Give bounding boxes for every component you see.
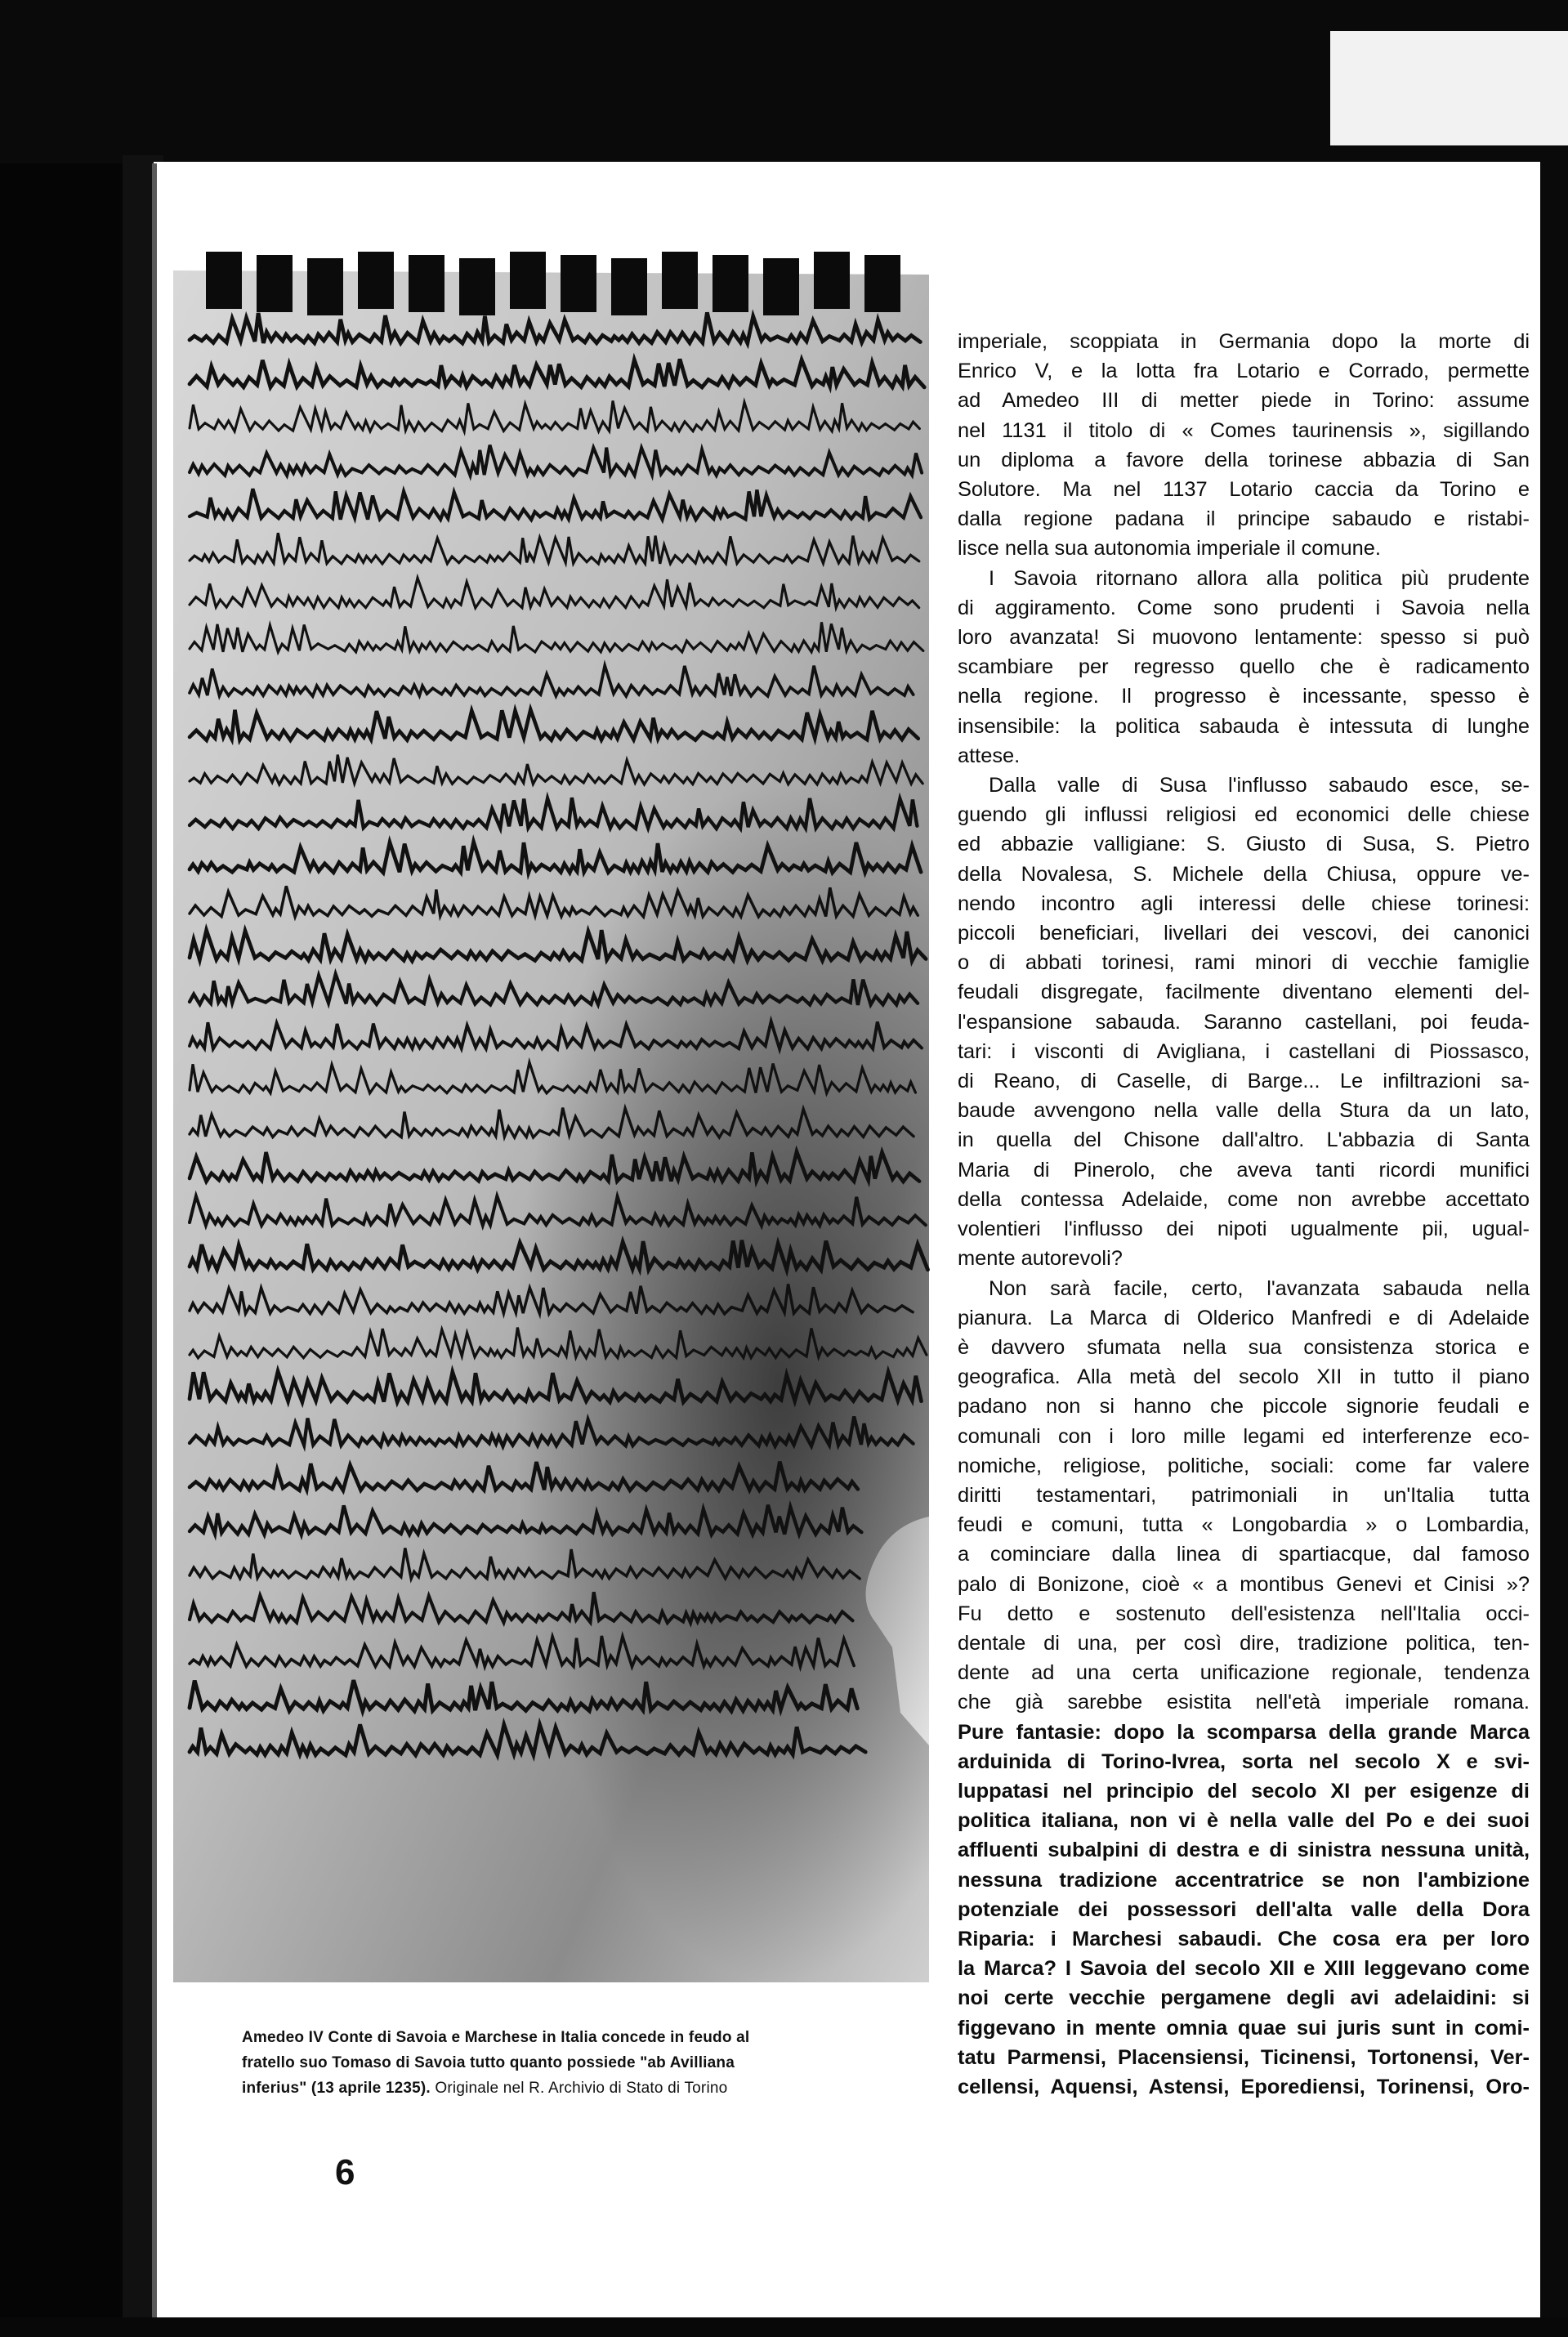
- text-line: Riparia: i Marchesi sabaudi. Che cosa era per loro: [958, 1927, 1530, 1950]
- text-line: mente autorevoli?: [958, 1247, 1123, 1271]
- text-line: pianura. La Marca di Olderico Manfredi e di Adelaide: [958, 1306, 1530, 1329]
- manuscript-header-block: [611, 258, 647, 315]
- text-line: diritti testamentari, patrimoniali in un'Italia tutta: [958, 1483, 1530, 1507]
- text-line: nessuna tradizione accentratrice se non l'ambizione: [958, 1868, 1530, 1892]
- text-line: ad Amedeo III di metter piede in Torino: assume: [958, 389, 1530, 413]
- text-line: I Savoia ritornano allora alla politica più prudente: [989, 566, 1530, 590]
- text-line: Pure fantasie: dopo la scomparsa della grande Marca: [958, 1720, 1530, 1744]
- text-line: nel 1131 il titolo di « Comes taurinensis », sigillando: [958, 418, 1530, 442]
- text-line: di Reano, di Caselle, di Barge... Le infiltrazioni sa-: [958, 1070, 1530, 1093]
- manuscript-header-block: [814, 252, 850, 309]
- manuscript-header-block: [307, 258, 343, 315]
- caption-date: inferius" (13 aprile 1235).: [242, 2080, 431, 2097]
- text-line: nella regione. Il progresso è incessante, spesso è: [958, 685, 1530, 708]
- text-line: Dalla valle di Susa l'influsso sabaudo esce, se-: [989, 774, 1530, 798]
- text-line: lisce nella sua autonomia imperiale il comune.: [958, 537, 1381, 561]
- text-line: dalla regione padana il principe sabaudo e ristabi-: [958, 507, 1530, 531]
- text-line: guendo gli influssi religiosi ed economici delle chiese: [958, 803, 1530, 827]
- manuscript-header-block: [358, 252, 394, 309]
- text-line: che già sarebbe esistita nell'età imperiale romana.: [958, 1691, 1530, 1714]
- text-line: noi certe vecchie pergamene degli avi adelaidini: si: [958, 1986, 1530, 2010]
- text-line: comunali con i loro mille legami ed interferenze eco-: [958, 1424, 1530, 1448]
- text-line: dentale di una, per così dire, tradizione politica, ten-: [958, 1631, 1530, 1655]
- text-line: geografica. Alla metà del secolo XII in tutto il piano: [958, 1365, 1530, 1389]
- text-line: nomiche, religiose, politiche, sociali: come far valere: [958, 1454, 1530, 1477]
- caption-source: Originale nel R. Archivio di Stato di Torino: [435, 2080, 728, 2097]
- text-line: nendo incontro agli interessi delle chiese torinesi:: [958, 891, 1530, 915]
- text-line: volentieri l'influsso dei nipoti ugualmente pii, ugual-: [958, 1218, 1530, 1241]
- text-line: feudali disgregate, facilmente diventano elementi del-: [958, 981, 1530, 1004]
- caption-line: Amedeo IV Conte di Savoia e Marchese in Italia concede in feudo al: [242, 2029, 750, 2046]
- scan-border-right: [1540, 147, 1568, 2337]
- text-line: potenziale dei possessori dell'alta valle della Dora: [958, 1897, 1530, 1921]
- text-line: cellensi, Aquensi, Astensi, Eporediensi, Torinensi, Oro-: [958, 2075, 1530, 2098]
- text-line: in quella del Chisone dall'altro. L'abbazia di Santa: [958, 1128, 1530, 1152]
- manuscript-header-block: [662, 252, 698, 309]
- manuscript-header-block: [206, 252, 242, 309]
- text-line: arduinida di Torino-Ivrea, sorta nel secolo X e svi-: [958, 1749, 1530, 1773]
- text-line: la Marca? I Savoia del secolo XII e XIII leggevano come: [958, 1957, 1530, 1981]
- manuscript-image: [173, 242, 933, 1982]
- text-line: piccoli beneficiari, livellari dei vescovi, dei canonici: [958, 922, 1530, 945]
- manuscript-header-block: [409, 255, 444, 312]
- text-line: affluenti subalpini di destra e di sinistra nessuna unità,: [958, 1839, 1530, 1862]
- text-line: è davvero sfumata nella sua consistenza storica e: [958, 1335, 1530, 1359]
- text-line: della Novalesa, S. Michele della Chiusa, oppure ve-: [958, 862, 1530, 886]
- text-line: feudi e comuni, tutta « Longobardia » o Lombardia,: [958, 1513, 1530, 1537]
- text-line: tari: i visconti di Avigliana, i castellani di Piossasco,: [958, 1039, 1530, 1063]
- manuscript-header-block: [510, 252, 546, 309]
- text-line: di aggiramento. Come sono prudenti i Savoia nella: [958, 596, 1530, 619]
- text-line: loro avanzata! Si muovono lentamente: spesso si può: [958, 626, 1530, 650]
- text-line: palo di Bonizone, cioè « a montibus Genevi et Cinisi »?: [958, 1572, 1530, 1596]
- text-line: attese.: [958, 744, 1021, 767]
- scan-border-bottom: [0, 2317, 1568, 2337]
- text-line: l'espansione sabauda. Saranno castellani, poi feuda-: [958, 1010, 1530, 1034]
- text-line: Enrico V, e la lotta fra Lotario e Corrado, permette: [958, 360, 1530, 383]
- text-line: baude avvengono nella valle della Stura da un lato,: [958, 1099, 1530, 1123]
- text-line: Non sarà facile, certo, l'avanzata sabauda nella: [989, 1276, 1530, 1300]
- manuscript-header-block: [864, 255, 900, 312]
- text-line: o di abbati torinesi, rami minori di vecchie famiglie: [958, 951, 1530, 975]
- text-line: scambiare per regresso quello che è radicamento: [958, 655, 1530, 679]
- text-line: Solutore. Ma nel 1137 Lotario caccia da Torino e: [958, 478, 1530, 502]
- caption-line: fratello suo Tomaso di Savoia tutto quanto possiede "ab Avilliana: [242, 2054, 735, 2071]
- article-text: [958, 327, 1530, 2102]
- text-line: padano non si hanno che piccole signorie feudali e: [958, 1395, 1530, 1419]
- text-line: Fu detto e sostenuto dell'esistenza nell'Italia occi-: [958, 1602, 1530, 1625]
- manuscript-header-block: [459, 258, 495, 315]
- manuscript-header-block: [763, 258, 799, 315]
- text-line: un diploma a favore della torinese abbazia di San: [958, 448, 1530, 471]
- text-line: figgevano in mente omnia quae sui juris sunt in comi-: [958, 2016, 1530, 2040]
- text-line: insensibile: la politica sabauda è intessuta di lunghe: [958, 714, 1530, 738]
- manuscript-header-block: [713, 255, 748, 312]
- page-number: 6: [335, 2152, 355, 2192]
- text-line: a cominciare dalla linea di spartiacque, dal famoso: [958, 1543, 1530, 1566]
- text-line: tatu Parmensi, Placensiensi, Ticinensi, Tortonensi, Ver-: [958, 2045, 1530, 2069]
- manuscript-header-block: [257, 255, 293, 312]
- text-line: imperiale, scoppiata in Germania dopo la morte di: [958, 330, 1530, 353]
- text-line: della contessa Adelaide, come non avrebbe accettato: [958, 1187, 1530, 1211]
- figure-caption: [242, 2025, 928, 2101]
- page-gutter: [152, 163, 157, 2321]
- text-line: ed abbazie valligiane: S. Giusto di Susa, S. Pietro: [958, 833, 1530, 856]
- text-line: politica italiana, non vi è nella valle del Po e dei suoi: [958, 1809, 1530, 1833]
- manuscript-parchment: [173, 242, 933, 1982]
- scan-corner: [1330, 31, 1568, 145]
- manuscript-header-block: [561, 255, 596, 312]
- text-line: Maria di Pinerolo, che aveva tanti ricordi munifici: [958, 1158, 1530, 1182]
- text-line: luppatasi nel principio del secolo XI per esigenze di: [958, 1779, 1530, 1803]
- caption-line: [242, 2076, 928, 2101]
- text-line: dente ad una certa unificazione regionale, tendenza: [958, 1661, 1530, 1685]
